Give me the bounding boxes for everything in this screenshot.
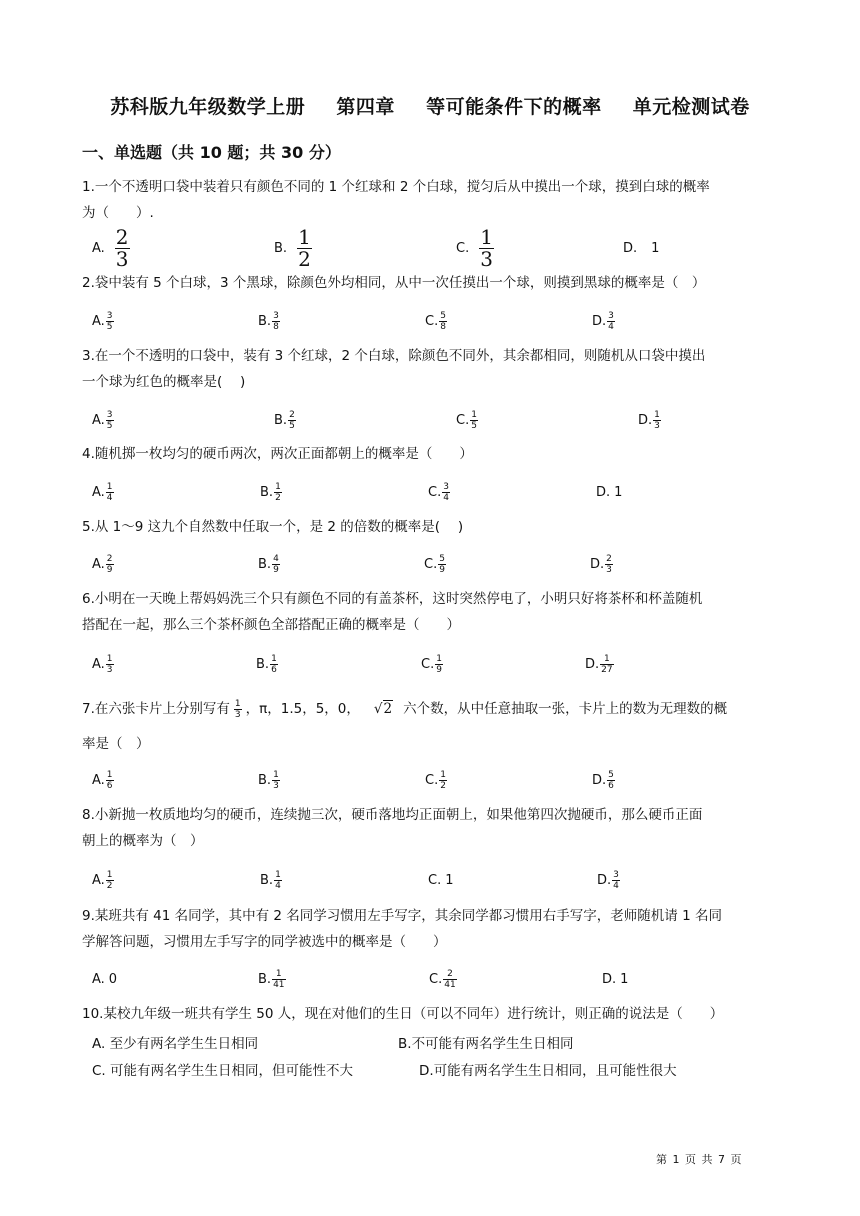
option-d[interactable]: D.可能有两名学生生日相同，且可能性很大 <box>419 1063 677 1079</box>
title-part-chapter: 第四章 <box>336 96 395 118</box>
question-10 <box>82 1001 782 1027</box>
title-part-test: 单元检测试卷 <box>632 96 750 118</box>
sqrt-symbol: √2 <box>373 701 393 717</box>
option-a[interactable]: A. $\frac{1}{6}$ <box>92 769 113 791</box>
option-c[interactable]: C. $\frac{5}{9}$ <box>424 553 445 575</box>
option-c[interactable]: C. $\frac{5}{8}$ <box>425 310 446 332</box>
option-c[interactable]: C. 1 <box>428 872 454 888</box>
question-8-options <box>92 865 792 895</box>
fraction: $\frac{2}{3}$ <box>115 224 129 271</box>
option-d[interactable]: D. $\frac{3}{4}$ <box>597 869 619 891</box>
question-2 <box>82 270 782 296</box>
option-b[interactable]: B. $\frac{1}{4}$ <box>260 869 281 891</box>
option-d[interactable]: D. $\frac{1}{27}$ <box>585 653 613 675</box>
option-a[interactable]: A. $\frac{3}{5}$ <box>92 409 113 431</box>
question-3-options <box>92 405 792 435</box>
option-a[interactable]: A. 至少有两名学生生日相同 <box>92 1036 259 1052</box>
option-a[interactable]: A. $\frac{1}{3}$ <box>92 653 113 675</box>
option-b[interactable]: B. $\frac{4}{9}$ <box>258 553 279 575</box>
question-text: 8.小新抛一枚质地均匀的硬币，连续抛三次，硬币落地均正面朝上，如果他第四次抛硬币，那么硬币正面 <box>82 807 703 823</box>
question-text: 6.小明在一天晚上帮妈妈洗三个只有颜色不同的有盖茶杯，这时突然停电了，小明只好将茶杯和杯盖随机 <box>82 591 703 607</box>
option-c[interactable]: C. $\frac{1}{5}$ <box>456 409 477 431</box>
option-a[interactable]: A. $\frac{1}{2}$ <box>92 869 113 891</box>
question-text: 一个球为红色的概率是( ) <box>82 374 246 390</box>
question-text: 2.袋中装有 5 个白球，3 个黑球，除颜色外均相同，从中一次任摸出一个球，则摸到黑球的概率是（ ） <box>82 275 706 291</box>
question-6-options <box>92 649 792 679</box>
option-c[interactable]: C. $\frac{1}{3}$ <box>456 224 493 271</box>
option-b[interactable]: B. $\frac{1}{3}$ <box>258 769 279 791</box>
option-c[interactable]: C. $\frac{3}{4}$ <box>428 481 449 503</box>
question-9 <box>82 903 782 955</box>
option-a[interactable]: A. 0 <box>92 971 118 987</box>
option-a[interactable]: A. $\frac{3}{5}$ <box>92 310 113 332</box>
question-text: 搭配在一起，那么三个茶杯颜色全部搭配正确的概率是（ ） <box>82 617 460 633</box>
question-text: 7.在六张卡片上分别写有 $\frac{1}{3}$ ，π，1.5，5，0， √2 六个数，从中任意抽取一张，卡片上的数为无理数的概 <box>82 698 728 720</box>
question-6 <box>82 586 782 638</box>
option-d[interactable]: D. 1 <box>623 240 660 256</box>
question-4 <box>82 441 782 467</box>
question-7-options <box>92 765 792 795</box>
question-5-options <box>92 549 792 579</box>
title-part-textbook: 苏科版九年级数学上册 <box>110 96 306 118</box>
question-text: 9.某班共有 41 名同学，其中有 2 名同学习惯用左手写字，其余同学都习惯用右手写字，老师随机请 1 名同 <box>82 908 722 924</box>
question-2-options <box>92 306 792 336</box>
page-number: 第 1 页 共 7 页 <box>656 1153 743 1166</box>
question-text: 4.随机掷一枚均匀的硬币两次，两次正面都朝上的概率是（ ） <box>82 446 473 462</box>
fraction: $\frac{1}{3}$ <box>234 698 241 720</box>
question-7 <box>82 695 782 758</box>
question-4-options <box>92 477 792 507</box>
question-text: 10.某校九年级一班共有学生 50 人，现在对他们的生日（可以不同年）进行统计，则正确的说法是（ ） <box>82 1006 724 1022</box>
option-b[interactable]: B.不可能有两名学生生日相同 <box>398 1036 574 1052</box>
option-b[interactable]: B. $\frac{2}{5}$ <box>274 409 295 431</box>
question-text: 5.从 1～9 这九个自然数中任取一个，是 2 的倍数的概率是( ) <box>82 519 464 535</box>
option-d[interactable]: D. 1 <box>602 971 629 987</box>
option-d[interactable]: D. $\frac{2}{3}$ <box>590 553 612 575</box>
section-heading: 一、单选题（共 10 题；共 30 分） <box>82 143 341 162</box>
question-1 <box>82 174 782 226</box>
question-text: 率是（ ） <box>82 736 150 752</box>
fraction: $\frac{1}{3}$ <box>480 224 493 271</box>
question-1-options <box>92 224 792 271</box>
option-d[interactable]: D. $\frac{5}{6}$ <box>592 769 614 791</box>
question-5 <box>82 514 782 540</box>
question-text: 1.一个不透明口袋中装着只有颜色不同的 1 个红球和 2 个白球，搅匀后从中摸出一个球，摸到白球的概率 <box>82 179 710 195</box>
option-b[interactable]: B. $\frac{1}{2}$ <box>260 481 281 503</box>
question-text: 为（ ）. <box>82 205 154 221</box>
option-b[interactable]: B. $\frac{3}{8}$ <box>258 310 279 332</box>
option-d[interactable]: D. $\frac{1}{3}$ <box>638 409 660 431</box>
question-9-options <box>92 964 792 994</box>
option-d[interactable]: D. 1 <box>596 484 623 500</box>
option-b[interactable]: B. $\frac{1}{41}$ <box>258 968 285 990</box>
title-part-topic: 等可能条件下的概率 <box>426 96 602 118</box>
question-text: 学解答问题，习惯用左手写字的同学被选中的概率是（ ） <box>82 934 447 950</box>
option-c[interactable]: C. $\frac{1}{2}$ <box>425 769 446 791</box>
option-c[interactable]: C. $\frac{2}{41}$ <box>429 968 456 990</box>
question-3 <box>82 343 782 395</box>
question-text: 朝上的概率为（ ） <box>82 833 204 849</box>
question-text: 3.在一个不透明的口袋中，装有 3 个红球，2 个白球，除颜色不同外，其余都相同，则随机从口袋中摸出 <box>82 348 706 364</box>
page-title <box>0 92 860 119</box>
option-a[interactable]: A. $\frac{2}{9}$ <box>92 553 113 575</box>
fraction: $\frac{1}{2}$ <box>298 224 311 271</box>
option-a[interactable]: A. $\frac{2}{3}$ <box>92 224 129 271</box>
option-c[interactable]: C. 可能有两名学生生日相同，但可能性不大 <box>92 1063 354 1079</box>
option-d[interactable]: D. $\frac{3}{4}$ <box>592 310 614 332</box>
question-8 <box>82 802 782 854</box>
option-b[interactable]: B. $\frac{1}{6}$ <box>256 653 277 675</box>
option-c[interactable]: C. $\frac{1}{9}$ <box>421 653 442 675</box>
option-b[interactable]: B. $\frac{1}{2}$ <box>274 224 311 271</box>
option-a[interactable]: A. $\frac{1}{4}$ <box>92 481 113 503</box>
